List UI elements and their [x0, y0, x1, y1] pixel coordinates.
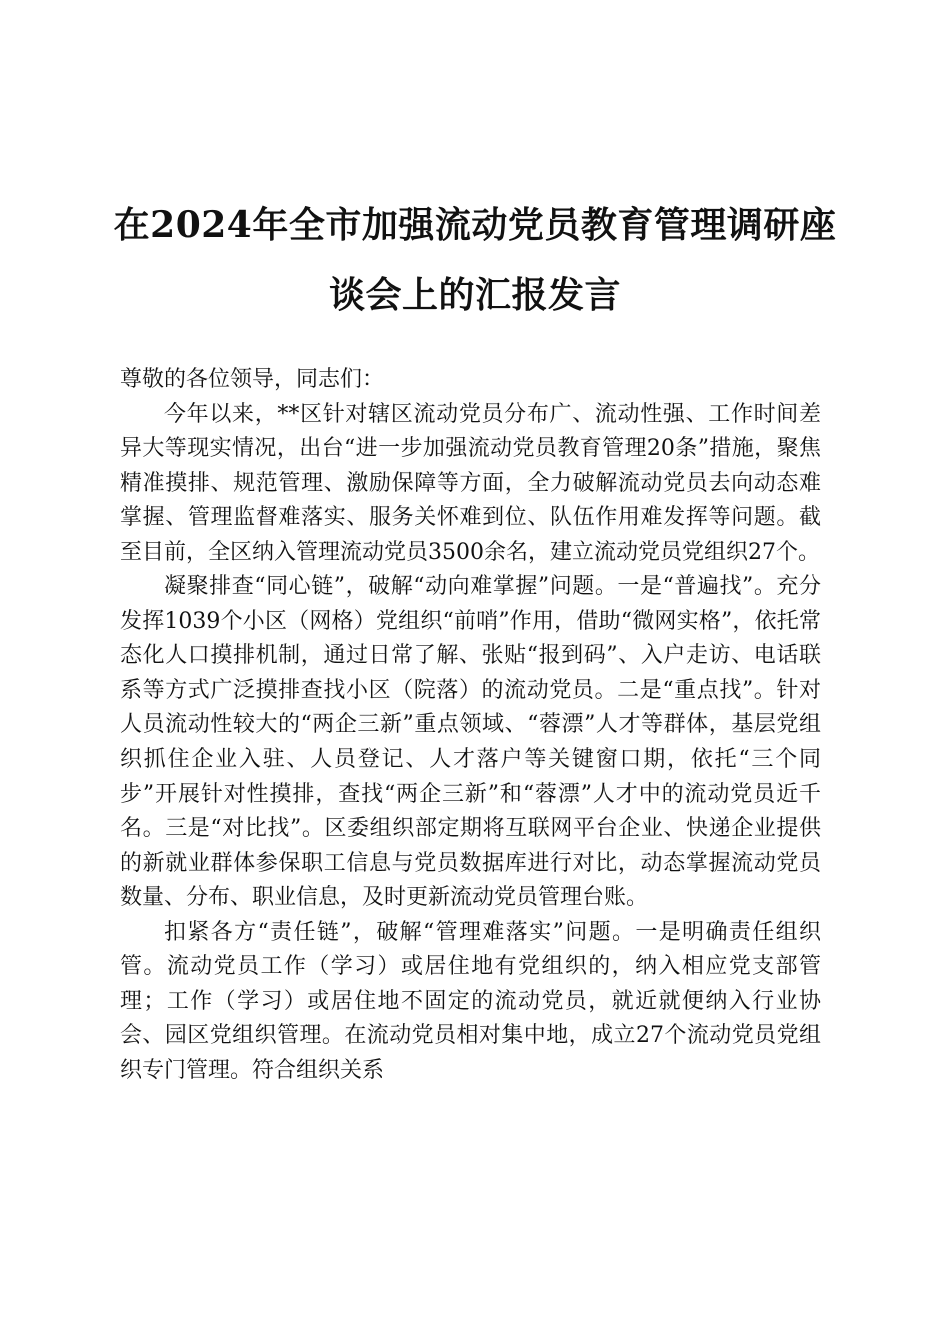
salutation: 尊敬的各位领导，同志们：	[120, 367, 385, 392]
document-body	[120, 363, 821, 1088]
paragraph-responsibility: 扣紧各方“责任链”，破解“管理难落实”问题。一是明确责任组织管。流动党员工作（学习）或居住地有党组织的，纳入相应党支部管理；工作（学习）或居住地不固定的流动党员，就近就便纳入行业协会、园区党组织管理。在流动党员相对集中地，成立27个流动党员党组织专门管理。符合组织关系	[120, 919, 821, 1083]
document-title	[110, 190, 840, 330]
paragraph-investigation: 凝聚排查“同心链”，破解“动向难掌握”问题。一是“普遍找”。充分发挥1039个小区（网格）党组织“前哨”作用，借助“微网实格”，依托常态化人口摸排机制，通过日常了解、张贴“报到码”、入户走访、电话联系等方式广泛摸排查找小区（院落）的流动党员。二是“重点找”。针对人员流动性较大的“两企三新”重点领域、“蓉漂”人才等群体，基层党组织抓住企业入驻、人员登记、人才落户等关键窗口期，依托“三个同步”开展针对性摸排，查找“两企三新”和“蓉漂”人才中的流动党员近千名。三是“对比找”。区委组织部定期将互联网平台企业、快递企业提供的新就业群体参保职工信息与党员数据库进行对比，动态掌握流动党员数量、分布、职业信息，及时更新流动党员管理台账。	[120, 574, 821, 911]
title-line-2: 谈会上的汇报发言	[328, 274, 621, 316]
title-line-1: 在2024年全市加强流动党员教育管理调研座	[113, 204, 837, 246]
paragraph-intro: 今年以来，**区针对辖区流动党员分布广、流动性强、工作时间差异大等现实情况，出台“进一步加强流动党员教育管理20条”措施，聚焦精准摸排、规范管理、激励保障等方面，全力破解流动党员去向动态难掌握、管理监督难落实、服务关怀难到位、队伍作用难发挥等问题。截至目前，全区纳入管理流动党员3500余名，建立流动党员党组织27个。	[120, 401, 821, 565]
